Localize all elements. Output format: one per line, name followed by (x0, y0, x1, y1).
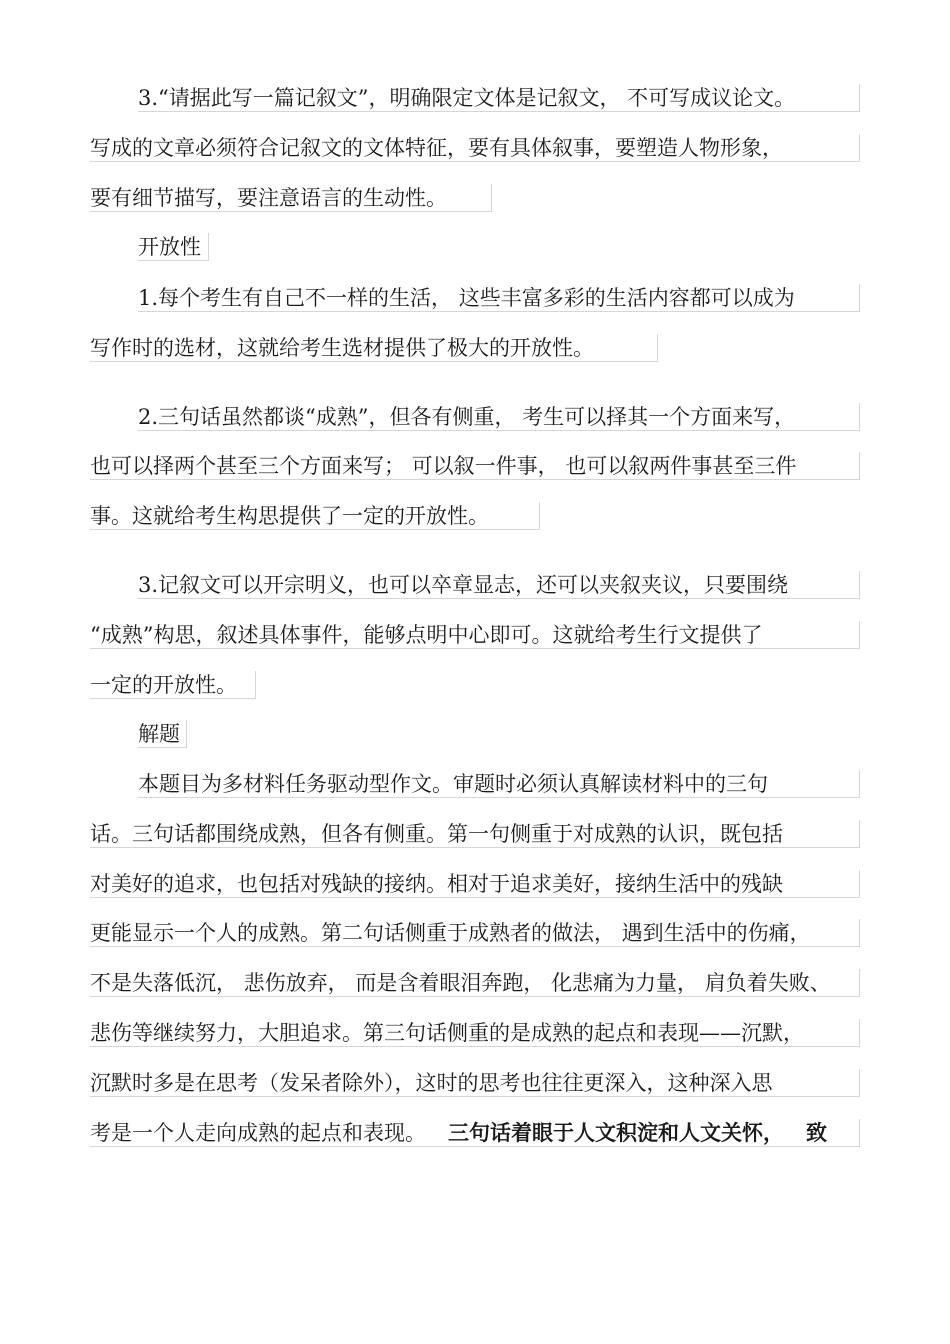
text-line: 3.记叙文可以开宗明义，也可以卒章显志，还可以夹叙夹议，只要围绕 (138, 571, 860, 599)
text-line: 沉默时多是在思考（发呆者除外），这时的思考也往往更深入，这种深入思 (90, 1069, 860, 1097)
section-heading: 开放性 (138, 233, 209, 261)
text-line-last (90, 1119, 860, 1147)
text-line: 对美好的追求，也包括对残缺的接纳。相对于追求美好，接纳生活中的残缺 (90, 870, 860, 898)
text-line: 1.每个考生有自己不一样的生活， 这些丰富多彩的生活内容都可以成为 (138, 284, 860, 312)
text-line: 一定的开放性。 (90, 671, 256, 699)
text-line: 不是失落低沉， 悲伤放弃， 而是含着眼泪奔跑， 化悲痛为力量， 肩负着失败、 (90, 969, 860, 997)
text-line: 话。三句话都围绕成熟，但各有侧重。第一句侧重于对成熟的认识，既包括 (90, 820, 860, 848)
text-line: 3.“请据此写一篇记叙文”，明确限定文体是记叙文， 不可写成议论文。 (138, 84, 860, 112)
text-line: 悲伤等继续努力，大胆追求。第三句话侧重的是成熟的起点和表现——沉默， (90, 1019, 860, 1047)
text-line: 写成的文章必须符合记叙文的文体特征，要有具体叙事，要塑造人物形象， (90, 134, 860, 162)
text-line: 2.三句话虽然都谈“成熟”，但各有侧重， 考生可以择其一个方面来写， (138, 403, 860, 431)
text-line: 本题目为多材料任务驱动型作文。审题时必须认真解读材料中的三句 (138, 770, 860, 798)
text-line: 事。这就给考生构思提供了一定的开放性。 (90, 502, 540, 530)
text-line: 更能显示一个人的成熟。第二句话侧重于成熟者的做法， 遇到生活中的伤痛， (90, 919, 860, 947)
text-line: “成熟”构思，叙述具体事件，能够点明中心即可。这就给考生行文提供了 (90, 621, 860, 649)
text-normal: 考是一个人走向成熟的起点和表现。 (90, 1121, 426, 1145)
section-heading: 解题 (138, 720, 187, 748)
text-line: 写作时的选材，这就给考生选材提供了极大的开放性。 (90, 334, 658, 362)
text-bold-end: 致 (806, 1120, 827, 1145)
text-line: 要有细节描写，要注意语言的生动性。 (90, 184, 492, 212)
text-bold: 三句话着眼于人文积淀和人文关怀， (448, 1120, 784, 1145)
text-line: 也可以择两个甚至三个方面来写； 可以叙一件事， 也可以叙两件事甚至三件 (90, 452, 860, 480)
